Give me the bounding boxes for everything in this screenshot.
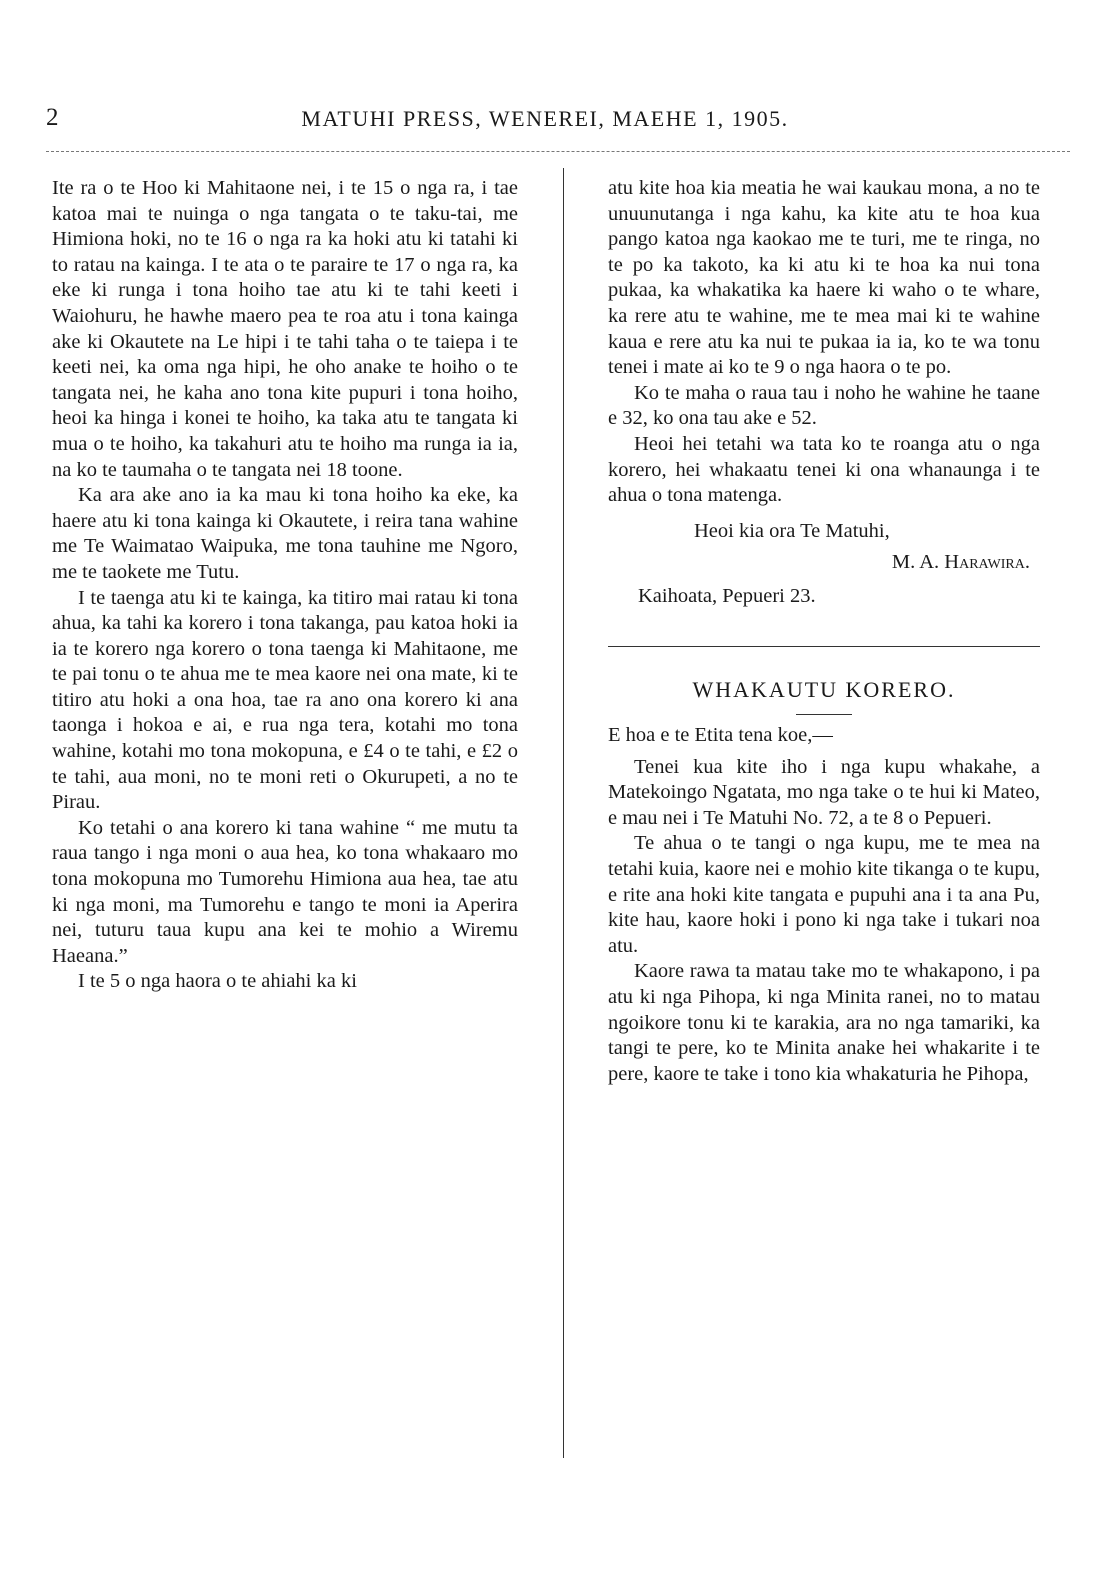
article-paragraph: Ite ra o te Hoo ki Mahitaone nei, i te 15 o nga ra, i tae katoa mai te nuinga o nga tangata o te taku-tai, me Himiona hoki, no te 16 o nga ra ka hoki atu ki tatahi ki to ratau na kainga. I te ata o te paraire te 17 o nga ra, ka eke ki runga i tona hoiho tae atu ki te tahi keeti i Waiohuru, he hawhe maero pea te roa atu i tona kainga ake ki Okautete na Le hipi i te tahi taha o te taiepa i te keeti nei, ka oma nga hipi, he oho anake te hoiho o te tangata nei, he kaha ano tona kite pupuri i tona hoiho, heoi ka hinga i konei te hoiho, ka taka atu te tangata ki mua o te hoiho, ka takahuri atu te hoiho ma runga ia ia, na ko te taumaha o te tangata nei 18 toone.	[52, 177, 518, 481]
heading-underline	[796, 714, 852, 715]
article-paragraph: Tenei kua kite iho i nga kupu whakahe, a Matekoingo Ngatata, mo nga take o te hui ki Mateo, e mau nei i Te Matuhi No. 72, a te 8 o Pepueri.	[608, 755, 1040, 829]
letter-signoff: Heoi kia ora Te Matuhi,	[694, 519, 890, 542]
section-divider	[608, 646, 1040, 647]
article-paragraph: atu kite hoa kia meatia he wai kaukau mona, a no te unuunutanga i nga kahu, ka kite atu te hoa kua pango katoa nga kaokao me te turi, me te ringa, no te po ka takoto, ka ki atu ki te hoa ka nui tona pukaa, ka whakatika ka haere ki waho o te whare, ka rere atu te wahine, me te mea mai ki te wahine kaua e rere atu ka nui te pukaa ia ia, ko te wa tonu tenei i mate ai ko te 9 o nga haora o te po.	[608, 177, 1040, 379]
article-paragraph: I te 5 o nga haora o te ahiahi ka ki	[78, 970, 357, 993]
article-paragraph: Ko te maha o raua tau i noho he wahine he taane e 32, ko ona tau ake e 52.	[608, 381, 1040, 430]
article-paragraph: Te ahua o te tangi o nga kupu, me te mea na tetahi kuia, kaore nei e mohio kite tikanga o te kupu, e rite ana hoki kite tangata e pupuhi ana i ta ana Pu, kite hau, kaore hoki i pono ki nga take i tukari noa atu.	[608, 832, 1040, 957]
column-divider	[563, 168, 564, 1458]
masthead: MATUHI PRESS, WENEREI, MAEHE 1, 1905.	[301, 106, 789, 131]
article-paragraph: I te taenga atu ki te kainga, ka titiro mai ratau ki tona ahua, ka tahi ka korero i tona takanga, pau katoa hoki ia ia te korero nga korero o tona taenga ki Mahitaone, me te pai tonu o te ahua me te mea kaore nei ona mate, ki te titiro atu hoki a ona hoa, tae ra ano ona korero ki ana taonga i hokoa e ai, e rua nga tera, kotahi mo tona wahine, kotahi mo tona mokopuna, e £4 o te tahi, e £2 o te tahi, aua moni, no te moni reti o Okurupeti, a no te Pirau.	[52, 586, 518, 814]
article-paragraph: Heoi hei tetahi wa tata ko te roanga atu o nga korero, hei whakaatu tenei ki ona whanaunga i te ahua o tona matenga.	[608, 432, 1040, 507]
right-column	[608, 176, 1040, 1087]
page-number: 2	[46, 104, 59, 131]
letter-salutation: E hoa e te Etita tena koe,—	[608, 724, 833, 747]
letter-signature: M. A. Harawira.	[891, 551, 1030, 574]
letter-place-date: Kaihoata, Pepueri 23.	[638, 584, 816, 607]
section-heading: WHAKAUTU KORERO.	[692, 676, 956, 702]
article-paragraph: Kaore rawa ta matau take mo te whakapono, i pa atu ki nga Pihopa, ki nga Minita ranei, no to matau ngoikore tonu ki te karakia, ara no nga tamariki, ka tangi te pere, ko te Minita anake hei whakarite i te pere, kaore te take i tono kia whakaturia he Pihopa,	[608, 960, 1040, 1085]
article-paragraph: Ka ara ake ano ia ka mau ki tona hoiho ka eke, ka haere atu ki tona kainga ki Okautete, i reira tana wahine me Te Waimatao Waipuka, me tona tauhine me Ngoro, me te taokete me Tutu.	[52, 484, 518, 583]
left-column	[52, 176, 518, 995]
article-paragraph: Ko tetahi o ana korero ki tana wahine “ me mutu ta raua tango i nga moni o aua hea, ko tona whakaaro mo tona mokopuna mo Tumorehu Himiona aua hea, tae atu ki nga moni, ma Tumorehu e tango te moni ia Aperira nei, tuturu taua kupu ana kei te mohio a Wiremu Haeana.”	[52, 816, 518, 967]
header-rule	[46, 151, 1070, 152]
